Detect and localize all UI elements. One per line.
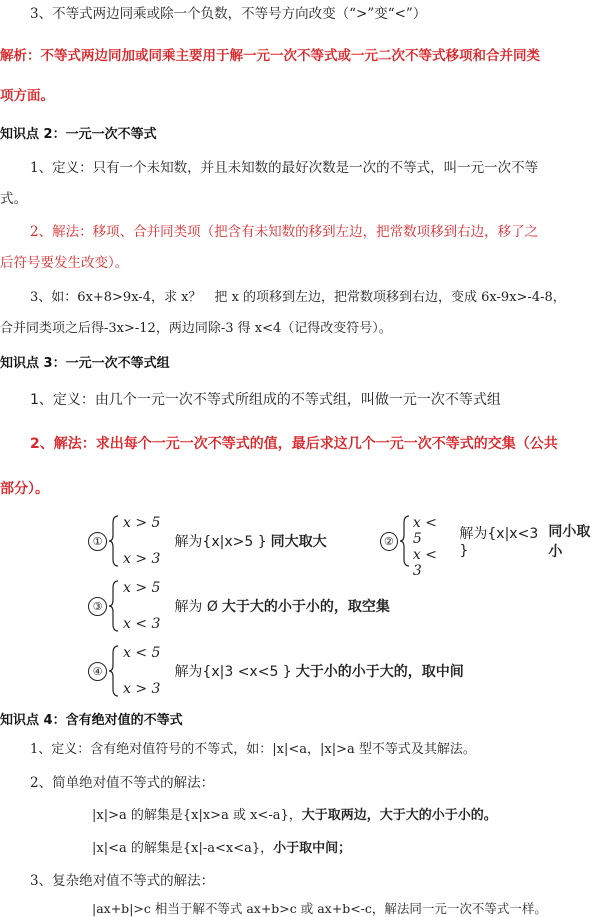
system-bottom-inequality: x < 3 [123, 616, 161, 632]
system-rule: 大于大的小于小的，取空集 [221, 599, 390, 615]
system-inequalities [123, 645, 160, 697]
kp4-complex-rule: |ax+b|>c 相当于解不等式 ax+b>c 或 ax+b<-c，解法同一元一次不等式一样。 [92, 901, 547, 916]
left-brace-icon [109, 515, 119, 567]
system-inequalities [412, 515, 448, 579]
system-4 [88, 645, 464, 697]
analysis-line-2: 项方面。 [0, 88, 54, 104]
left-brace-icon [400, 515, 409, 567]
left-brace-icon [109, 580, 119, 632]
system-number: ③ [88, 597, 107, 616]
kp3-solution-2: 部分）。 [0, 481, 49, 497]
kp3-intersection-term: 交集 [487, 436, 516, 452]
system-rule: 大于小的小于大的，取中间 [295, 664, 464, 680]
kp3-definition: 1、定义：由几个一元一次不等式所组成的不等式组，叫做一元一次不等式组 [30, 392, 501, 408]
kp2-title: 知识点 2：一元一次不等式 [0, 127, 157, 142]
system-top-inequality: x < 5 [412, 515, 437, 547]
kp3-title: 知识点 3：一元一次不等式组 [0, 356, 170, 371]
system-3 [88, 580, 390, 632]
kp4-simple-rule-1-formula: |x|>a 的解集是{x|x>a 或 x<-a}， [92, 808, 302, 823]
kp2-definition-1: 1、定义：只有一个未知数，并且未知数的最好次数是一次的不等式，叫一元一次不等 [30, 160, 539, 176]
analysis-line-1 [0, 44, 600, 64]
property-3-line: 3、不等式两边同乘或除一个负数，不等号方向改变（“>”变“<”） [30, 6, 427, 22]
system-number: ④ [88, 662, 107, 681]
kp2-definition-2: 式。 [0, 191, 27, 207]
kp2-example-1: 3、如：6x+8>9x-4，求 x？ 把 x 的项移到左边，把常数项移到右边，变成 6x-9x>-4-8， [30, 290, 566, 305]
kp4-title: 知识点 4：含有绝对值的不等式 [0, 713, 183, 728]
kp4-simple-rule-2-mnemonic: 小于取中间； [273, 841, 352, 856]
system-solution: 解为{x|3 <x<5 } [174, 664, 292, 680]
system-top-inequality: x > 5 [123, 515, 161, 531]
left-brace-icon [109, 645, 119, 697]
system-top-inequality: x > 5 [123, 580, 161, 596]
system-rule: 同大取大 [270, 534, 327, 550]
system-inequalities [123, 580, 160, 632]
system-rule: 同小取小 [548, 524, 591, 560]
system-inequalities [123, 515, 160, 567]
kp4-simple-rule-1 [0, 804, 600, 823]
system-number: ① [88, 532, 107, 551]
kp2-solution-2: 后符号要发生改变）。 [0, 255, 129, 271]
system-solution: 解为{x|x>5 } [174, 534, 267, 550]
system-top-inequality: x < 5 [123, 645, 161, 661]
kp3-solution-text: 2、解法：求出每个一元一次不等式的值，最后求这几个一元一次不等式的 [30, 436, 488, 452]
system-2 [380, 515, 600, 579]
system-solution: 解为 Ø [174, 599, 218, 615]
system-bottom-inequality: x < 3 [412, 547, 437, 579]
system-number: ② [380, 532, 398, 551]
analysis-label: 解析 [0, 48, 27, 64]
system-bottom-inequality: x > 3 [123, 681, 161, 697]
kp4-simple-rule-1-mnemonic: 大于取两边，大于大的小于小的。 [301, 808, 497, 823]
system-solution: 解为{x|x<3 } [459, 526, 539, 559]
kp4-definition: 1、定义：含有绝对值符号的不等式，如：|x|<a，|x|>a 型不等式及其解法。 [30, 742, 476, 757]
kp4-complex-heading: 3、复杂绝对值不等式的解法： [30, 873, 215, 889]
system-1 [88, 515, 327, 567]
kp3-solution-1 [0, 433, 600, 453]
kp3-solution-paren: （公共 [515, 436, 558, 452]
kp4-simple-heading: 2、简单绝对值不等式的解法： [30, 775, 215, 791]
kp4-simple-rule-2-formula: |x|<a 的解集是{x|-a<x<a}， [92, 841, 274, 856]
kp2-solution-1: 2、解法：移项、合并同类项（把含有未知数的移到左边，把常数项移到右边，移了之 [30, 224, 539, 240]
system-bottom-inequality: x > 3 [123, 551, 161, 567]
analysis-text-1: ：不等式两边同加或同乘主要用于解一元一次不等式或一元二次不等式移项和合并同类 [27, 48, 540, 64]
kp2-example-2: 合并同类项之后得-3x>-12，两边同除-3 得 x<4（记得改变符号）。 [0, 321, 392, 336]
kp4-simple-rule-2 [0, 837, 600, 856]
